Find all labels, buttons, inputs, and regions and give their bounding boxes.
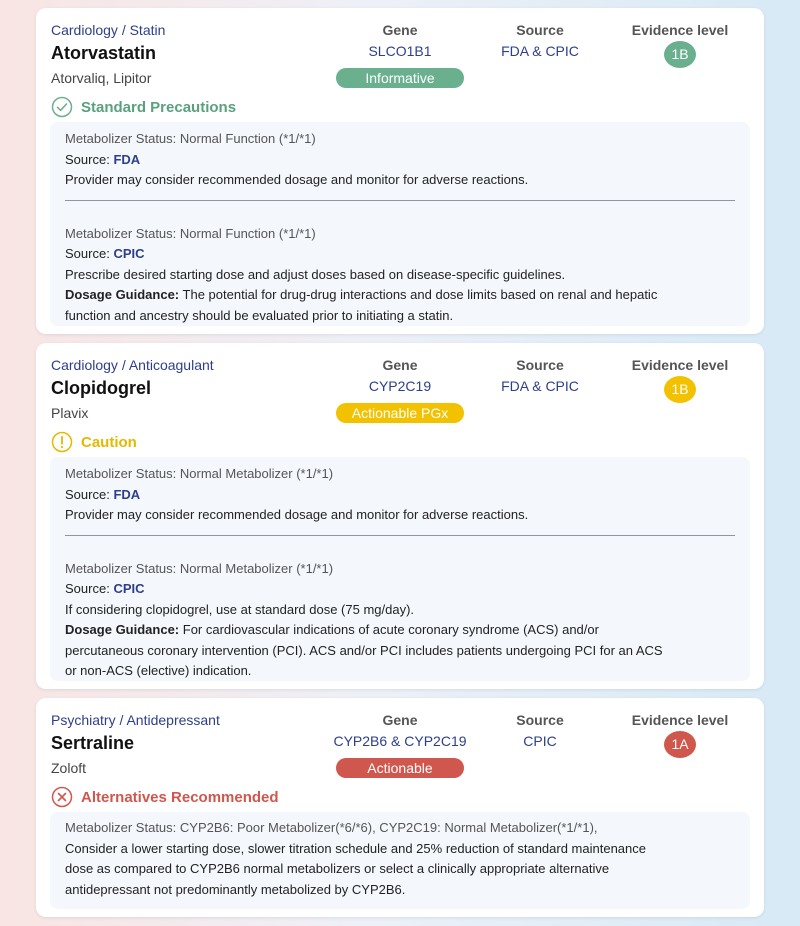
dosage-guidance xyxy=(65,620,735,641)
source-prefix: Source: xyxy=(65,581,110,596)
guidance-text: Provider may consider recommended dosage and monitor for adverse reactions. xyxy=(65,507,529,522)
source-name: CPIC xyxy=(113,581,145,596)
guidance-text: If considering clopidogrel, use at standard dose (75 mg/day). xyxy=(65,601,415,617)
dosage-prefix: Dosage Guidance: xyxy=(65,287,180,302)
guidance-text: Provider may consider recommended dosage and monitor for adverse reactions. xyxy=(65,172,529,187)
brand-names: Atorvaliq, Lipitor xyxy=(51,70,152,86)
dosage-line: For cardiovascular indications of acute coronary syndrome (ACS) and/or xyxy=(182,622,599,637)
gene-value: CYP2C19 xyxy=(368,378,432,394)
guidance-text: Prescribe desired starting dose and adjust doses based on disease-specific guidelines. xyxy=(65,266,566,282)
drug-name: Atorvastatin xyxy=(51,43,157,63)
tag-badge: Informative xyxy=(336,68,464,88)
gene-value: SLCO1B1 xyxy=(368,43,432,59)
source-name: FDA xyxy=(113,486,141,502)
evidence-header: Evidence level xyxy=(631,22,729,38)
source-prefix: Source: xyxy=(65,246,110,261)
evidence-level-badge: 1B xyxy=(664,41,696,68)
drug-card-sertraline xyxy=(36,698,764,917)
guidance-text: antidepressant not predominantly metabolized by CYP2B6. xyxy=(65,881,406,897)
exclamation-circle-icon xyxy=(51,431,73,453)
source-prefix: Source: xyxy=(65,486,110,502)
guidance-text: dose as compared to CYP2B6 normal metabolizers or select a clinically appropriate alternative xyxy=(65,861,610,876)
source-value: FDA & CPIC xyxy=(501,43,579,59)
dosage-prefix: Dosage Guidance: xyxy=(65,622,180,637)
brand-names: Zoloft xyxy=(51,760,87,776)
guidance-cpic xyxy=(50,812,750,900)
guidance-source xyxy=(65,579,735,600)
guidance-panel xyxy=(50,122,750,326)
brand-names: Plavix xyxy=(51,405,89,421)
guidance-panel xyxy=(50,457,750,681)
drug-name: Clopidogrel xyxy=(51,378,151,398)
metabolizer-status: Metabolizer Status: Normal Function (*1/*1) xyxy=(65,131,316,146)
dosage-line: percutaneous coronary intervention (PCI). ACS and/or PCI includes patients undergoing PCI for an ACS xyxy=(65,642,663,658)
source-value: CPIC xyxy=(523,733,557,749)
dosage-line: or non-ACS (elective) indication. xyxy=(65,663,252,678)
recommendation xyxy=(51,786,279,808)
tag-badge: Actionable xyxy=(336,758,464,778)
drug-name: Sertraline xyxy=(51,733,135,753)
metabolizer-status: Metabolizer Status: CYP2B6: Poor Metabolizer(*6/*6), CYP2C19: Normal Metabolizer(*1/*1), xyxy=(65,820,598,835)
source-header: Source xyxy=(516,22,564,38)
guidance-panel xyxy=(50,812,750,909)
metabolizer-status: Metabolizer Status: Normal Metabolizer (*1/*1) xyxy=(65,466,334,481)
dosage-line: The potential for drug-drug interactions and dose limits based on renal and hepatic xyxy=(182,287,658,302)
source-header: Source xyxy=(516,712,564,728)
recommendation-label: Caution xyxy=(81,433,137,451)
drug-category: Cardiology / Statin xyxy=(51,22,166,38)
source-value: FDA & CPIC xyxy=(501,378,579,394)
divider xyxy=(65,535,735,536)
gene-value: CYP2B6 & CYP2C19 xyxy=(333,733,467,749)
guidance-source xyxy=(65,485,735,506)
evidence-level-badge: 1A xyxy=(664,731,696,758)
evidence-header: Evidence level xyxy=(631,712,729,728)
guidance-cpic xyxy=(50,545,750,682)
source-header: Source xyxy=(516,357,564,373)
x-circle-icon xyxy=(51,786,73,808)
guidance-fda xyxy=(50,122,750,191)
recommendation xyxy=(51,431,137,453)
drug-category: Psychiatry / Antidepressant xyxy=(51,712,220,728)
source-prefix: Source: xyxy=(65,151,110,167)
recommendation-label: Alternatives Recommended xyxy=(81,788,279,806)
evidence-level-badge: 1B xyxy=(664,376,696,403)
tag-badge: Actionable PGx xyxy=(336,403,464,423)
guidance-cpic xyxy=(50,210,750,327)
check-circle-icon xyxy=(51,96,73,118)
gene-header: Gene xyxy=(382,712,418,728)
gene-header: Gene xyxy=(382,357,418,373)
source-name: CPIC xyxy=(113,246,145,261)
recommendation xyxy=(51,96,236,118)
guidance-text: Consider a lower starting dose, slower titration schedule and 25% reduction of standard maintenance xyxy=(65,840,647,856)
gene-header: Gene xyxy=(382,22,418,38)
evidence-header: Evidence level xyxy=(631,357,729,373)
drug-card-clopidogrel xyxy=(36,343,764,689)
dosage-guidance xyxy=(65,285,735,306)
drug-category: Cardiology / Anticoagulant xyxy=(51,357,214,373)
recommendation-label: Standard Precautions xyxy=(81,98,237,116)
guidance-fda xyxy=(50,457,750,526)
divider xyxy=(65,200,735,201)
metabolizer-status: Metabolizer Status: Normal Function (*1/*1) xyxy=(65,225,316,241)
dosage-line: function and ancestry should be evaluated prior to initiating a statin. xyxy=(65,307,454,323)
guidance-source xyxy=(65,150,735,171)
metabolizer-status: Metabolizer Status: Normal Metabolizer (*1/*1) xyxy=(65,560,334,576)
source-name: FDA xyxy=(113,151,141,167)
drug-card-atorvastatin xyxy=(36,8,764,334)
guidance-source xyxy=(65,244,735,265)
